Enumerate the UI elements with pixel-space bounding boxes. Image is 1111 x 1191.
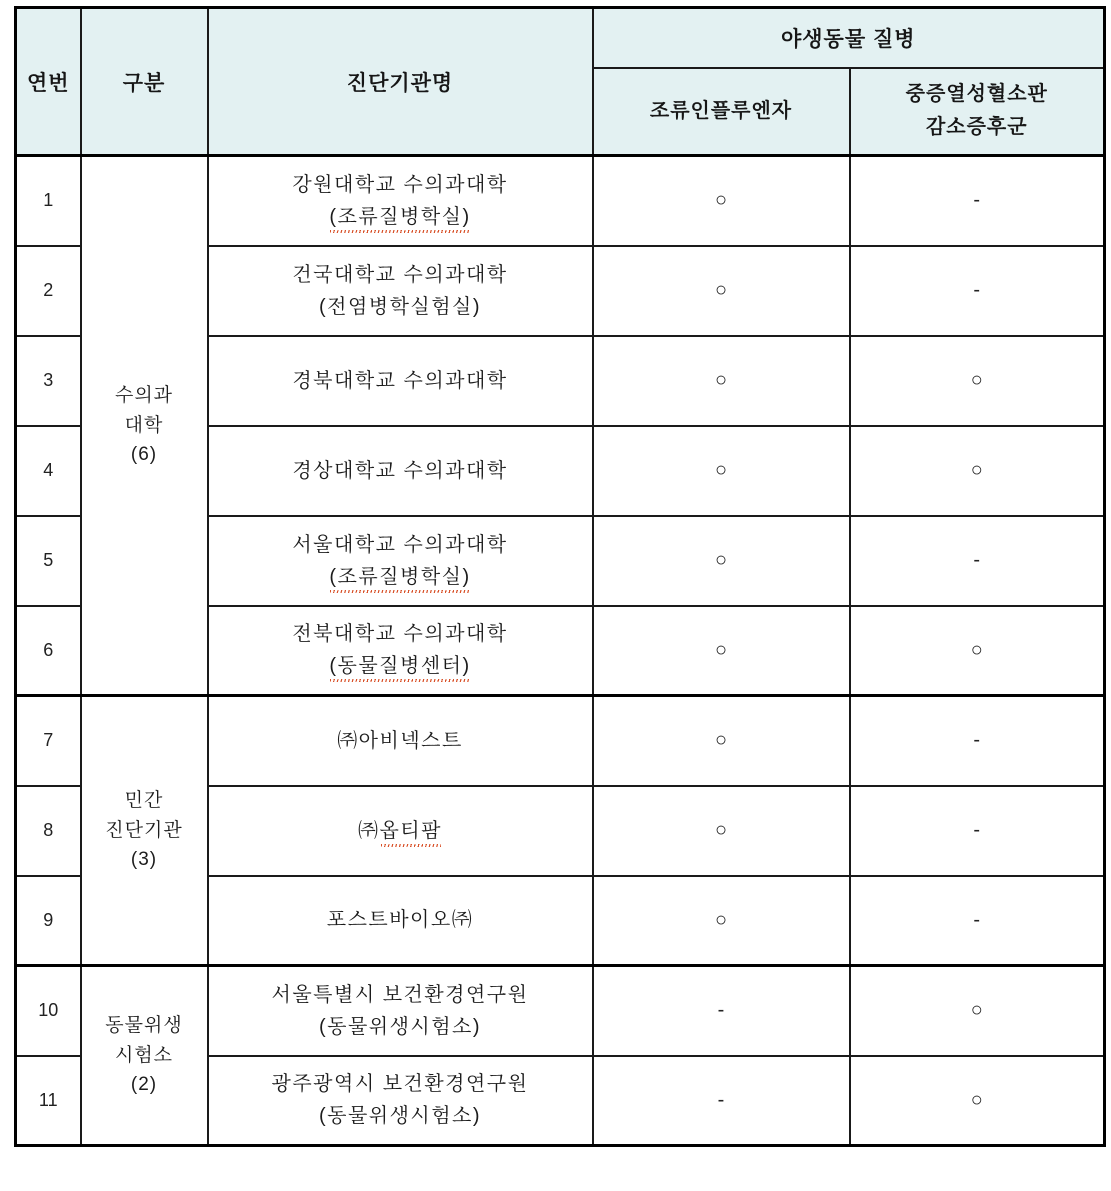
institution-name: 강원대학교 수의과대학 xyxy=(292,173,508,196)
institution-name: 경상대학교 수의과대학 xyxy=(292,459,508,482)
row-number: 8 xyxy=(16,786,81,876)
category-count: (6) xyxy=(130,444,158,466)
misspelled-text: (조류질병학실) xyxy=(329,201,470,233)
header-serial-number: 연번 xyxy=(16,8,81,156)
row-number: 11 xyxy=(16,1056,81,1146)
institution-cell xyxy=(208,516,593,606)
header-sfts xyxy=(850,68,1105,156)
sfts-mark: - xyxy=(850,876,1105,966)
table-header xyxy=(16,8,1105,156)
misspelled-text: 옵티팜 xyxy=(380,815,442,847)
category-count: (2) xyxy=(130,1074,158,1096)
institution-name: 서울대학교 수의과대학 xyxy=(292,533,508,556)
table-body xyxy=(16,156,1105,1146)
row-number: 2 xyxy=(16,246,81,336)
sfts-mark: ○ xyxy=(850,426,1105,516)
institution-cell xyxy=(208,156,593,246)
misspelled-text: (동물질병센터) xyxy=(329,650,470,682)
sfts-mark: - xyxy=(850,156,1105,246)
sfts-mark: ○ xyxy=(850,966,1105,1056)
avian-influenza-mark: ○ xyxy=(593,426,850,516)
avian-influenza-mark: ○ xyxy=(593,786,850,876)
avian-influenza-mark: ○ xyxy=(593,156,850,246)
row-number: 7 xyxy=(16,696,81,786)
institution-name: ㈜아비넥스트 xyxy=(337,729,463,752)
row-number: 3 xyxy=(16,336,81,426)
avian-influenza-mark: - xyxy=(593,1056,850,1146)
institution-cell xyxy=(208,876,593,966)
category-line: 진단기관 xyxy=(105,819,183,841)
company-symbol: ㈜ xyxy=(358,819,380,842)
sfts-mark: - xyxy=(850,516,1105,606)
diagnostic-institutions-table xyxy=(14,6,1106,1147)
avian-influenza-mark: ○ xyxy=(593,606,850,696)
institution-cell xyxy=(208,426,593,516)
category-line: 동물위생 xyxy=(105,1015,183,1037)
institution-sub-name: (전염병학실험실) xyxy=(318,295,482,318)
header-sfts-line2: 감소증후군 xyxy=(925,116,1028,139)
category-line: 수의과 xyxy=(114,385,174,407)
institution-cell xyxy=(208,696,593,786)
avian-influenza-mark: - xyxy=(593,966,850,1056)
category-cell-private-labs xyxy=(81,696,208,966)
institution-cell xyxy=(208,966,593,1056)
institution-name: 전북대학교 수의과대학 xyxy=(292,623,508,646)
misspelled-text: (조류질병학실) xyxy=(329,561,470,593)
diagnostic-institutions-table-container xyxy=(14,6,1106,1147)
sfts-mark: - xyxy=(850,246,1105,336)
header-row-1 xyxy=(16,8,1105,68)
row-number: 5 xyxy=(16,516,81,606)
row-number: 1 xyxy=(16,156,81,246)
row-number: 10 xyxy=(16,966,81,1056)
institution-cell xyxy=(208,786,593,876)
row-number: 6 xyxy=(16,606,81,696)
institution-sub-name xyxy=(209,561,592,593)
institution-name: 포스트바이오㈜ xyxy=(326,909,474,932)
sfts-mark: - xyxy=(850,696,1105,786)
avian-influenza-mark: ○ xyxy=(593,516,850,606)
institution-cell xyxy=(208,246,593,336)
institution-sub-name: (동물위생시험소) xyxy=(318,1105,482,1128)
row-number: 4 xyxy=(16,426,81,516)
institution-sub-name xyxy=(209,650,592,682)
institution-cell xyxy=(208,1056,593,1146)
header-wildlife-disease-group: 야생동물 질병 xyxy=(593,8,1105,68)
sfts-mark: ○ xyxy=(850,336,1105,426)
table-row-7 xyxy=(16,696,1105,786)
institution-name: 서울특별시 보건환경연구원 xyxy=(271,983,529,1006)
institution-name xyxy=(209,815,592,847)
category-cell-animal-health-labs xyxy=(81,966,208,1146)
avian-influenza-mark: ○ xyxy=(593,876,850,966)
header-institution-name: 진단기관명 xyxy=(208,8,593,156)
institution-name: 건국대학교 수의과대학 xyxy=(292,263,508,286)
institution-name: 광주광역시 보건환경연구원 xyxy=(271,1073,529,1096)
table-row-1 xyxy=(16,156,1105,246)
header-category: 구분 xyxy=(81,8,208,156)
avian-influenza-mark: ○ xyxy=(593,336,850,426)
header-avian-influenza: 조류인플루엔자 xyxy=(593,68,850,156)
institution-cell xyxy=(208,336,593,426)
institution-name: 경북대학교 수의과대학 xyxy=(292,369,508,392)
category-cell-vet-colleges xyxy=(81,156,208,696)
sfts-mark: ○ xyxy=(850,606,1105,696)
header-sfts-line1: 중증열성혈소판 xyxy=(905,83,1048,106)
avian-influenza-mark: ○ xyxy=(593,246,850,336)
row-number: 9 xyxy=(16,876,81,966)
category-line: 대학 xyxy=(124,414,164,436)
category-count: (3) xyxy=(130,849,158,871)
avian-influenza-mark: ○ xyxy=(593,696,850,786)
sfts-mark: - xyxy=(850,786,1105,876)
category-line: 시험소 xyxy=(114,1044,174,1066)
institution-sub-name: (동물위생시험소) xyxy=(318,1015,482,1038)
sfts-mark: ○ xyxy=(850,1056,1105,1146)
table-row-10 xyxy=(16,966,1105,1056)
institution-cell xyxy=(208,606,593,696)
category-line: 민간 xyxy=(124,790,164,812)
institution-sub-name xyxy=(209,201,592,233)
